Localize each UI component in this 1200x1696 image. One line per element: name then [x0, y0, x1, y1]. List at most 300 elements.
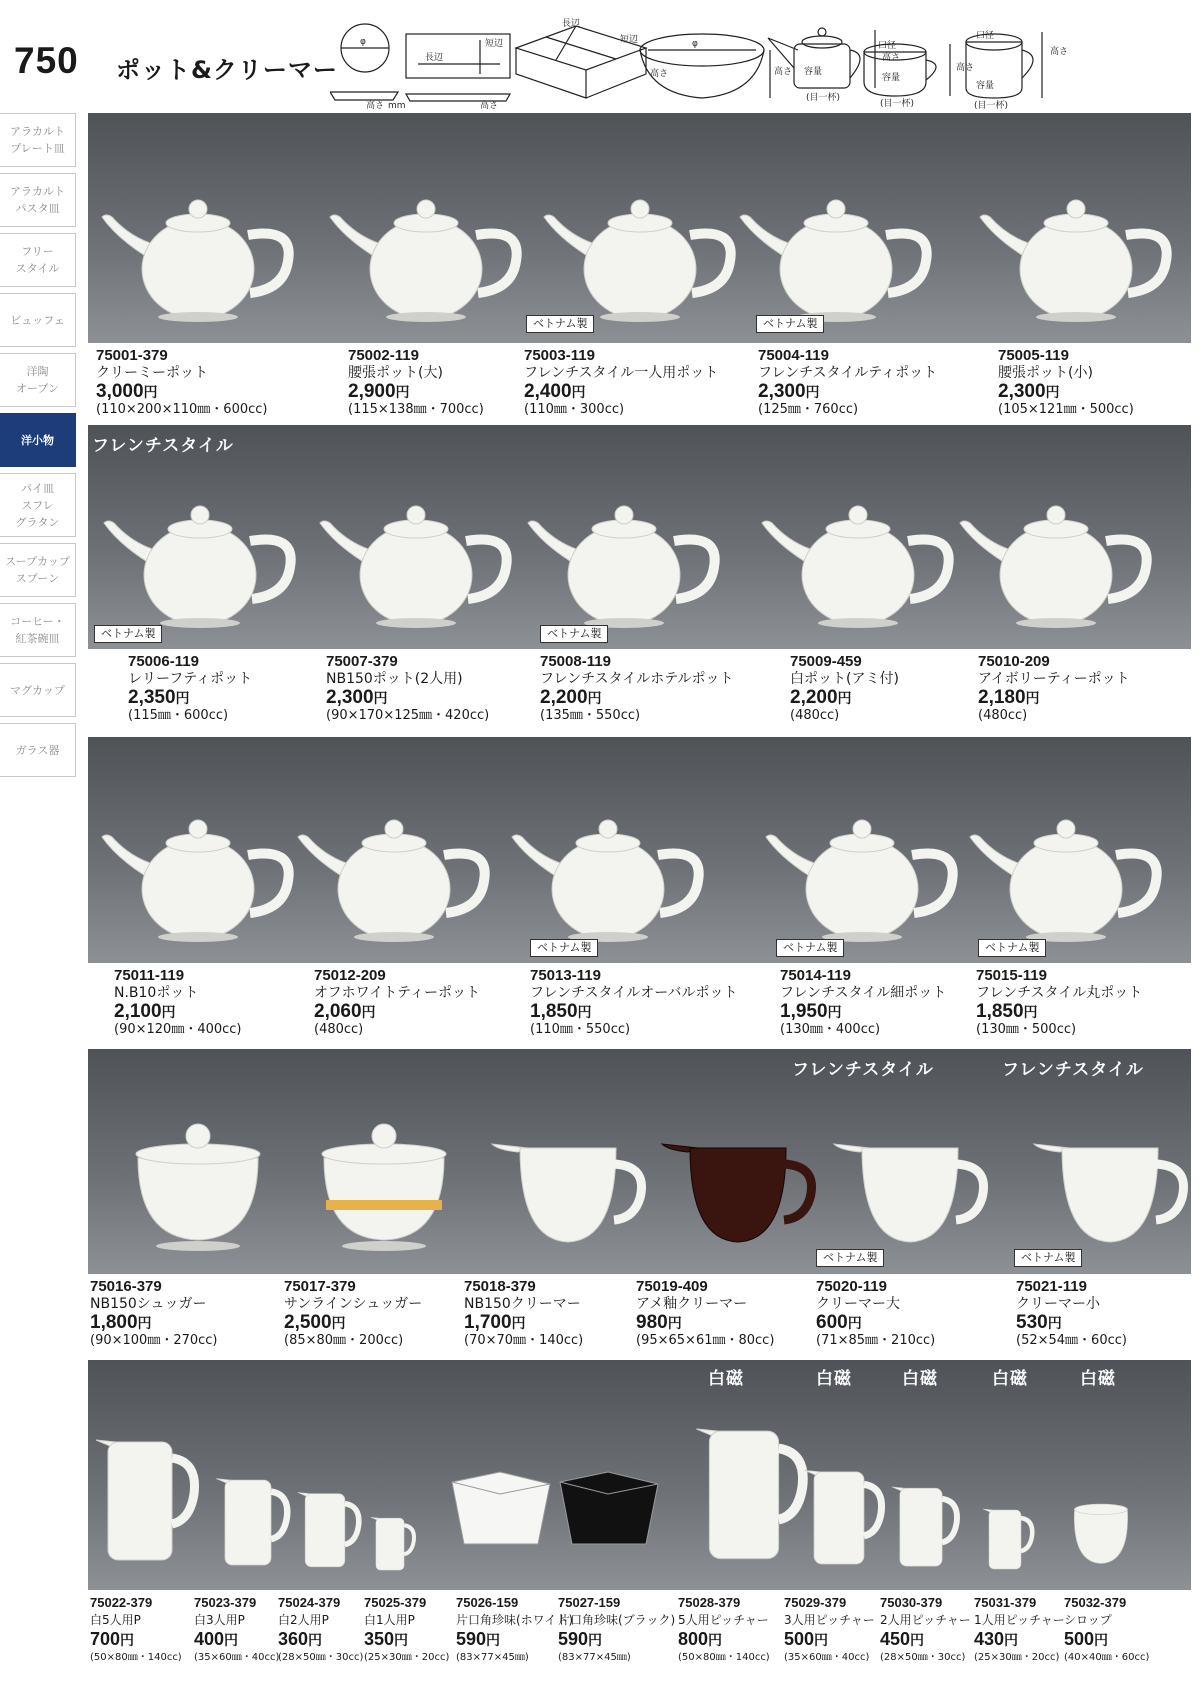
- product-price: [96, 382, 267, 402]
- teapot-icon: [98, 797, 298, 947]
- product-panel: [88, 1049, 1191, 1356]
- product-code: 75027-159: [558, 1595, 621, 1610]
- product-image: [368, 1510, 416, 1578]
- product-name: オフホワイトティーポット: [314, 985, 481, 1001]
- product-caption: [90, 1594, 182, 1666]
- product-caption: [90, 1278, 218, 1349]
- product-name: 2人用ピッチャー: [880, 1613, 971, 1627]
- product-price: [194, 1629, 279, 1650]
- origin-badge: ベトナム製: [1014, 1249, 1082, 1267]
- teapot-icon: [762, 797, 962, 947]
- product-image: [976, 177, 1176, 331]
- product-spec: (35×60㎜・40cc): [194, 1652, 280, 1663]
- product-caption: [278, 1594, 363, 1666]
- product-spec: (130㎜・400cc): [780, 1022, 881, 1037]
- price-yen: 円: [361, 1004, 376, 1020]
- svg-text:高さ: 高さ: [956, 63, 975, 73]
- product-spec: (90×170×125㎜・420cc): [326, 708, 490, 723]
- product-spec: (85×80㎜・200cc): [284, 1333, 404, 1348]
- product-price: [1064, 1629, 1149, 1650]
- product-image: [762, 797, 962, 951]
- side-nav-tab[interactable]: コーヒー・ 紅茶碗皿: [0, 603, 76, 657]
- price-yen: 円: [708, 1632, 723, 1648]
- product-caption: [816, 1278, 935, 1349]
- origin-badge: ベトナム製: [978, 939, 1046, 957]
- product-code: 75011-119: [114, 967, 185, 984]
- product-code: 75030-379: [880, 1595, 943, 1610]
- sugar-bowl-icon: [284, 1108, 484, 1258]
- product-caption: [314, 967, 480, 1038]
- price-value: 3,000: [96, 381, 144, 402]
- legend-diameter: φ: [360, 37, 366, 47]
- product-caption: [194, 1594, 279, 1666]
- product-price: [976, 1002, 1142, 1022]
- pitcher-icon: [294, 1483, 362, 1576]
- side-nav-tab[interactable]: マグカップ: [0, 663, 76, 717]
- product-spec: (28×50㎜・30cc): [278, 1652, 364, 1663]
- product-image: [1010, 1108, 1191, 1262]
- product-name: NB150クリーマー: [464, 1296, 581, 1312]
- price-value: 2,200: [790, 687, 838, 708]
- price-yen: 円: [175, 690, 190, 706]
- price-yen: 円: [837, 690, 852, 706]
- creamer-icon: [1010, 1108, 1191, 1258]
- price-yen: 円: [373, 690, 388, 706]
- product-price: [464, 1313, 583, 1333]
- svg-text:容量: 容量: [976, 81, 995, 91]
- price-value: 1,800: [90, 1312, 138, 1333]
- teapot-icon: [98, 177, 298, 327]
- caption-row: [88, 1590, 1191, 1690]
- product-image: [98, 1108, 298, 1262]
- product-name: 白1人用P: [364, 1613, 415, 1627]
- price-yen: 円: [1023, 1004, 1038, 1020]
- side-nav-tab[interactable]: フリー スタイル: [0, 233, 76, 287]
- product-caption: [284, 1278, 422, 1349]
- svg-text:(目一杯): (目一杯): [880, 99, 915, 109]
- product-code: 75013-119: [530, 967, 601, 984]
- price-yen: 円: [805, 384, 820, 400]
- product-code: 75029-379: [784, 1595, 847, 1610]
- product-photo: [88, 113, 1191, 343]
- product-image: [956, 483, 1156, 637]
- product-image: [540, 177, 740, 331]
- svg-text:mm: mm: [388, 101, 406, 110]
- product-caption: [114, 967, 242, 1038]
- product-price: [880, 1629, 971, 1650]
- product-spec: (105×121㎜・500cc): [998, 402, 1134, 417]
- price-yen: 円: [486, 1632, 501, 1648]
- product-caption: [998, 347, 1134, 418]
- product-name: 白3人用P: [194, 1613, 245, 1627]
- product-spec: (90×100㎜・270cc): [90, 1333, 218, 1348]
- product-caption: [128, 653, 252, 724]
- product-caption: [558, 1594, 675, 1666]
- price-yen: 円: [161, 1004, 176, 1020]
- product-price: [326, 688, 489, 708]
- product-price: [284, 1313, 422, 1333]
- teapot-icon: [758, 483, 958, 633]
- product-caption: [636, 1278, 774, 1349]
- product-photo: [88, 1360, 1191, 1590]
- side-nav-tab[interactable]: 洋陶 オーブン: [0, 353, 76, 407]
- product-image: [90, 1424, 200, 1578]
- product-code: 75016-379: [90, 1278, 162, 1295]
- product-image: [326, 177, 526, 331]
- product-caption: [456, 1594, 573, 1666]
- side-nav-tab[interactable]: 洋小物: [0, 413, 76, 467]
- legend-height: 高さ: [366, 101, 385, 110]
- product-code: 75019-409: [636, 1278, 708, 1295]
- product-name: フレンチスタイルホテルポット: [540, 671, 734, 687]
- product-code: 75032-379: [1064, 1595, 1127, 1610]
- price-yen: 円: [308, 1632, 323, 1648]
- price-yen: 円: [395, 384, 410, 400]
- price-yen: 円: [331, 1315, 346, 1331]
- teapot-icon: [316, 483, 516, 633]
- product-name: 5人用ピッチャー: [678, 1613, 769, 1627]
- caption-row: [88, 1274, 1191, 1356]
- style-label: 白磁: [992, 1369, 1028, 1389]
- origin-badge: ベトナム製: [94, 625, 162, 643]
- price-yen: 円: [571, 384, 586, 400]
- product-spec: (28×50㎜・30cc): [880, 1652, 966, 1663]
- price-value: 360: [278, 1629, 309, 1649]
- product-spec: (40×40㎜・60cc): [1064, 1652, 1150, 1663]
- product-caption: [530, 967, 738, 1038]
- creamer-icon: [810, 1108, 1010, 1258]
- product-name: 腰張ポット(大): [348, 365, 443, 381]
- product-price: [456, 1629, 573, 1650]
- product-spec: (83×77×45㎜): [558, 1652, 631, 1663]
- svg-text:口径: 口径: [878, 41, 897, 51]
- product-image: [554, 1424, 664, 1578]
- price-value: 590: [456, 1629, 487, 1649]
- section-heading: フレンチスタイル: [92, 436, 234, 456]
- product-code: 75017-379: [284, 1278, 356, 1295]
- product-code: 75004-119: [758, 347, 829, 364]
- product-name: 白5人用P: [90, 1613, 141, 1627]
- product-caption: [348, 347, 484, 418]
- product-price: [636, 1313, 774, 1333]
- svg-text:容量: 容量: [882, 73, 901, 83]
- price-yen: 円: [1094, 1632, 1109, 1648]
- product-spec: (52×54㎜・60cc): [1016, 1333, 1127, 1348]
- product-price: [978, 688, 1130, 708]
- product-spec: (110㎜・550cc): [530, 1022, 631, 1037]
- price-yen: 円: [847, 1315, 862, 1331]
- side-nav-tab[interactable]: パイ皿 スフレ グラタン: [0, 473, 76, 537]
- product-price: [558, 1629, 675, 1650]
- product-code: 75012-209: [314, 967, 386, 984]
- product-caption: [784, 1594, 875, 1666]
- pitcher-icon: [368, 1510, 416, 1576]
- product-name: フレンチスタイル一人用ポット: [524, 365, 719, 381]
- product-caption: [540, 653, 734, 724]
- product-caption: [364, 1594, 449, 1666]
- price-yen: 円: [143, 384, 158, 400]
- style-label: 白磁: [902, 1369, 938, 1389]
- product-code: 75022-379: [90, 1595, 153, 1610]
- price-value: 980: [636, 1312, 668, 1333]
- product-code: 75008-119: [540, 653, 611, 670]
- product-name: フレンチスタイル丸ポット: [976, 985, 1143, 1001]
- product-price: [314, 1002, 480, 1022]
- product-caption: [780, 967, 946, 1038]
- product-image: [980, 1501, 1035, 1578]
- pitcher-icon: [90, 1424, 200, 1574]
- product-spec: (35×60㎜・40cc): [784, 1652, 870, 1663]
- product-panel: [88, 737, 1191, 1045]
- product-panel: [88, 425, 1191, 731]
- product-caption: [974, 1594, 1065, 1666]
- svg-text:高さ: 高さ: [650, 69, 669, 79]
- product-panel: [88, 1360, 1191, 1690]
- caption-row: [88, 963, 1191, 1045]
- price-value: 450: [880, 1629, 911, 1649]
- teapot-icon: [976, 177, 1176, 327]
- product-image: [1064, 1476, 1137, 1578]
- svg-text:(目一杯): (目一杯): [806, 93, 841, 103]
- product-price: [816, 1313, 935, 1333]
- side-nav-tab[interactable]: ガラス器: [0, 723, 76, 777]
- origin-badge: ベトナム製: [816, 1249, 884, 1267]
- product-code: 75003-119: [524, 347, 595, 364]
- teapot-icon: [540, 177, 740, 327]
- product-caption: [880, 1594, 971, 1666]
- product-name: フレンチスタイルオーバルポット: [530, 985, 738, 1001]
- price-yen: 円: [1047, 1315, 1062, 1331]
- product-price: [974, 1629, 1065, 1650]
- origin-badge: ベトナム製: [526, 315, 594, 333]
- product-price: [784, 1629, 875, 1650]
- product-name: NB150ポット(2人用): [326, 671, 463, 687]
- pitcher-icon: [690, 1412, 809, 1574]
- origin-badge: ベトナム製: [776, 939, 844, 957]
- side-nav-tab[interactable]: スープカップ スプーン: [0, 543, 76, 597]
- product-name: フレンチスタイルティポット: [758, 365, 938, 381]
- product-name: クリーミーポット: [96, 365, 208, 381]
- price-yen: 円: [587, 690, 602, 706]
- product-code: 75005-119: [998, 347, 1069, 364]
- sugar-bowl-icon: [98, 1108, 298, 1258]
- product-spec: (480cc): [314, 1022, 364, 1037]
- product-code: 75002-119: [348, 347, 419, 364]
- product-spec: (90×120㎜・400cc): [114, 1022, 242, 1037]
- price-yen: 円: [577, 1004, 592, 1020]
- pitcher-icon: [980, 1501, 1035, 1576]
- product-image: [966, 797, 1166, 951]
- product-code: 75026-159: [456, 1595, 519, 1610]
- product-caption: [758, 347, 937, 418]
- product-image: [736, 177, 936, 331]
- page-title: ポット&クリーマー: [116, 56, 338, 84]
- svg-text:高さ: 高さ: [1050, 47, 1069, 57]
- teapot-icon: [524, 483, 724, 633]
- product-price: [114, 1002, 242, 1022]
- product-price: [780, 1002, 946, 1022]
- price-yen: 円: [814, 1632, 829, 1648]
- product-price: [758, 382, 937, 402]
- price-value: 2,300: [326, 687, 374, 708]
- product-image: [888, 1476, 961, 1578]
- origin-badge: ベトナム製: [530, 939, 598, 957]
- price-value: 1,850: [530, 1001, 578, 1022]
- svg-text:口径: 口径: [976, 31, 995, 41]
- product-spec: (130㎜・500cc): [976, 1022, 1077, 1037]
- price-value: 500: [784, 1629, 815, 1649]
- price-value: 430: [974, 1629, 1005, 1649]
- product-name: 白ポット(アミ付): [790, 671, 899, 687]
- product-spec: (70×70㎜・140cc): [464, 1333, 584, 1348]
- price-yen: 円: [667, 1315, 682, 1331]
- product-code: 75028-379: [678, 1595, 741, 1610]
- price-yen: 円: [1004, 1632, 1019, 1648]
- product-name: アイボリーティーポット: [978, 671, 1130, 687]
- product-caption: [524, 347, 718, 418]
- product-photo: [88, 425, 1191, 649]
- side-nav-tab[interactable]: ビュッフェ: [0, 293, 76, 347]
- price-yen: 円: [1025, 690, 1040, 706]
- pitcher-icon: [888, 1476, 961, 1575]
- svg-text:(目一杯): (目一杯): [974, 101, 1009, 110]
- product-name: サンラインシュッガー: [284, 1296, 423, 1312]
- product-spec: (110×200×110㎜・600cc): [96, 402, 268, 417]
- product-caption: [464, 1278, 583, 1349]
- price-value: 800: [678, 1629, 709, 1649]
- price-yen: 円: [394, 1632, 409, 1648]
- side-nav-tab[interactable]: アラカルト プレート皿: [0, 113, 76, 167]
- svg-text:高さ: 高さ: [480, 101, 499, 110]
- product-name: 3人用ピッチャー: [784, 1613, 875, 1627]
- product-price: [678, 1629, 770, 1650]
- price-yen: 円: [1045, 384, 1060, 400]
- price-yen: 円: [588, 1632, 603, 1648]
- product-code: 75006-119: [128, 653, 199, 670]
- product-name: アメ釉クリーマー: [636, 1296, 748, 1312]
- product-name: レリーフティポット: [128, 671, 253, 687]
- product-code: 75021-119: [1016, 1278, 1087, 1295]
- product-code: 75018-379: [464, 1278, 536, 1295]
- style-label: 白磁: [816, 1369, 852, 1389]
- product-code: 75001-379: [96, 347, 168, 364]
- product-price: [128, 688, 252, 708]
- product-name: NB150シュッガー: [90, 1296, 207, 1312]
- price-value: 2,300: [998, 381, 1046, 402]
- price-value: 2,200: [540, 687, 588, 708]
- product-price: [90, 1313, 218, 1333]
- price-value: 2,060: [314, 1001, 362, 1022]
- syrup-pitcher-icon: [1064, 1476, 1137, 1575]
- product-spec: (135㎜・550cc): [540, 708, 641, 723]
- product-name: 片口角珍味(ブラック): [558, 1613, 676, 1627]
- price-yen: 円: [137, 1315, 152, 1331]
- style-label: 白磁: [1080, 1369, 1116, 1389]
- teapot-icon: [100, 483, 300, 633]
- product-name: シロップ: [1064, 1613, 1112, 1627]
- product-code: 75031-379: [974, 1595, 1037, 1610]
- price-value: 1,850: [976, 1001, 1024, 1022]
- product-caption: [978, 653, 1130, 724]
- product-code: 75024-379: [278, 1595, 341, 1610]
- product-name: 白2人用P: [278, 1613, 329, 1627]
- price-value: 590: [558, 1629, 589, 1649]
- product-price: [1016, 1313, 1127, 1333]
- pitcher-icon: [212, 1467, 291, 1575]
- product-code: 75023-379: [194, 1595, 257, 1610]
- creamer-icon: [638, 1108, 838, 1258]
- product-price: [278, 1629, 363, 1650]
- product-spec: (83×77×45㎜): [456, 1652, 529, 1663]
- product-image: [294, 1483, 362, 1578]
- teapot-icon: [966, 797, 1166, 947]
- svg-text:長辺: 長辺: [425, 53, 444, 63]
- square-dish-icon: [554, 1424, 664, 1574]
- price-value: 350: [364, 1629, 395, 1649]
- product-image: [316, 483, 516, 637]
- style-label: フレンチスタイル: [1002, 1060, 1144, 1080]
- square-dish-icon: [446, 1424, 556, 1574]
- product-name: 腰張ポット(小): [998, 365, 1093, 381]
- price-value: 2,400: [524, 381, 572, 402]
- price-yen: 円: [910, 1632, 925, 1648]
- price-value: 600: [816, 1312, 848, 1333]
- product-code: 75015-119: [976, 967, 1047, 984]
- price-value: 700: [90, 1629, 121, 1649]
- product-name: クリーマー大: [816, 1296, 900, 1312]
- product-spec: (95×65×61㎜・80cc): [636, 1333, 775, 1348]
- page-number: 750: [14, 40, 79, 81]
- price-value: 2,350: [128, 687, 176, 708]
- product-name: 片口角珍味(ホワイト): [456, 1613, 574, 1627]
- product-image: [284, 1108, 484, 1262]
- product-spec: (110㎜・300cc): [524, 402, 625, 417]
- product-spec: (25×30㎜・20cc): [974, 1652, 1060, 1663]
- teapot-icon: [956, 483, 1156, 633]
- price-value: 400: [194, 1629, 225, 1649]
- price-value: 2,300: [758, 381, 806, 402]
- product-image: [294, 797, 494, 951]
- origin-badge: ベトナム製: [540, 625, 608, 643]
- product-name: フレンチスタイル細ポット: [780, 985, 947, 1001]
- product-price: [540, 688, 734, 708]
- product-caption: [1016, 1278, 1127, 1349]
- product-caption: [976, 967, 1142, 1038]
- price-value: 500: [1064, 1629, 1095, 1649]
- price-yen: 円: [120, 1632, 135, 1648]
- price-value: 2,900: [348, 381, 396, 402]
- side-nav-tab[interactable]: アラカルト パスタ皿: [0, 173, 76, 227]
- svg-text:高さ: 高さ: [774, 67, 793, 77]
- product-price: [348, 382, 484, 402]
- svg-text:容量: 容量: [804, 67, 823, 77]
- price-value: 2,180: [978, 687, 1026, 708]
- svg-text:長辺: 長辺: [562, 19, 581, 29]
- svg-text:短辺: 短辺: [620, 35, 639, 45]
- product-code: 75020-119: [816, 1278, 887, 1295]
- product-image: [800, 1458, 886, 1578]
- product-photo: [88, 737, 1191, 963]
- product-code: 75007-379: [326, 653, 398, 670]
- price-yen: 円: [224, 1632, 239, 1648]
- measurement-legend: [330, 14, 1190, 110]
- svg-text:φ: φ: [692, 39, 698, 49]
- pitcher-icon: [800, 1458, 886, 1575]
- price-yen: 円: [827, 1004, 842, 1020]
- product-spec: (71×85㎜・210cc): [816, 1333, 936, 1348]
- product-code: 75025-379: [364, 1595, 427, 1610]
- product-caption: [326, 653, 489, 724]
